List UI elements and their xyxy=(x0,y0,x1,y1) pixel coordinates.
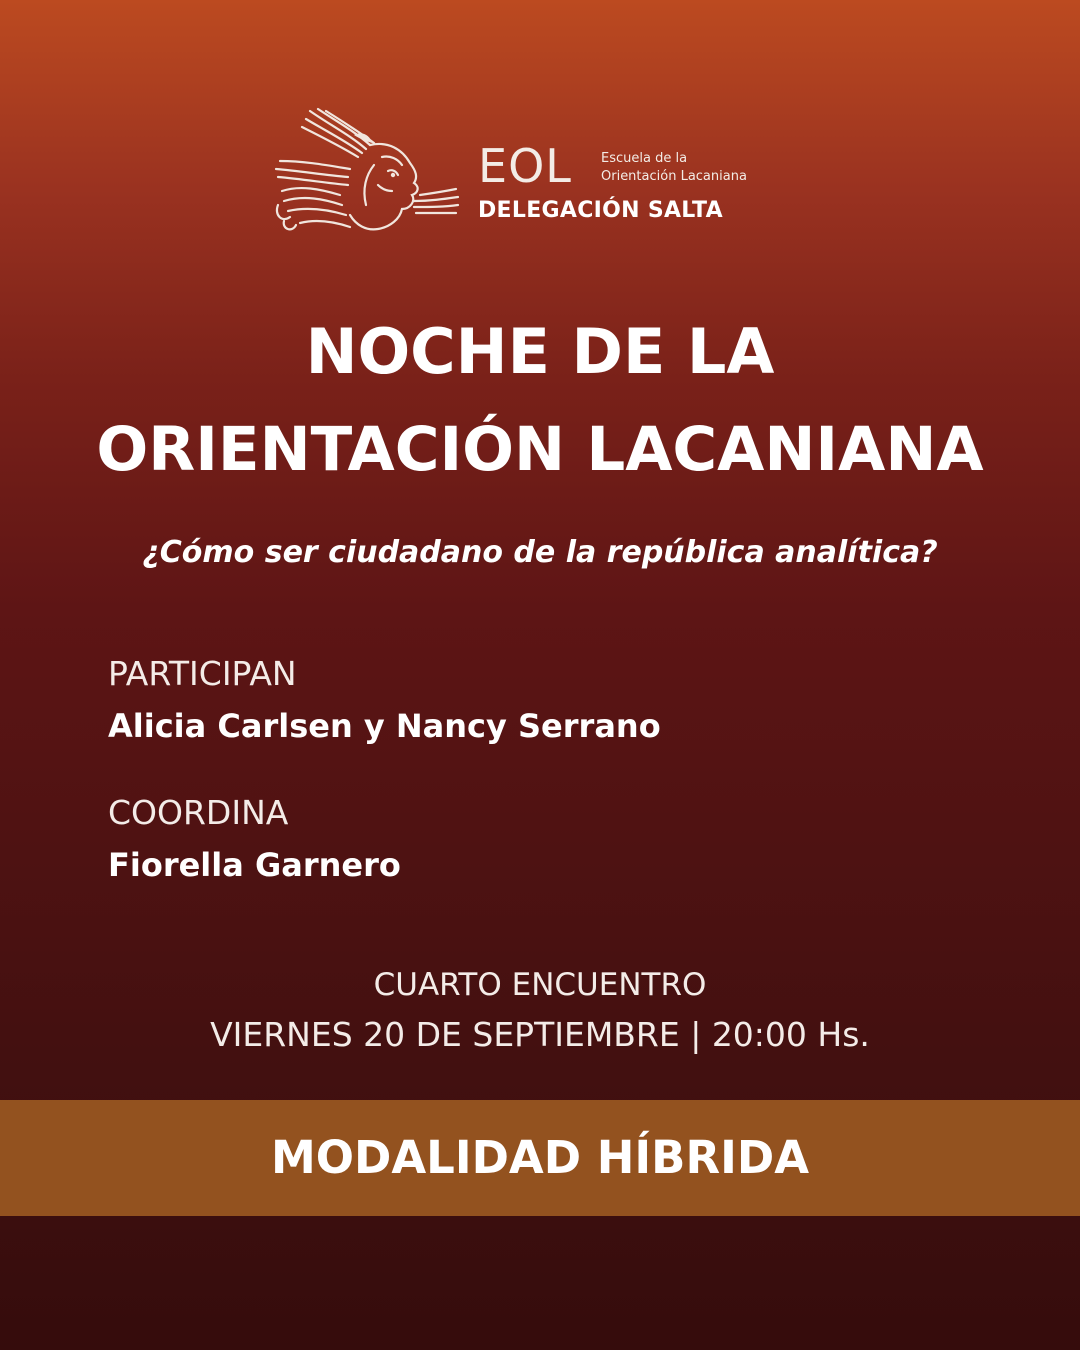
winged-head-emblem-icon xyxy=(270,105,462,245)
delegation-name: DELEGACIÓN SALTA xyxy=(478,198,723,223)
event-datetime: VIERNES 20 DE SEPTIEMBRE | 20:00 Hs. xyxy=(210,1015,870,1054)
session-label: CUARTO ENCUENTRO xyxy=(373,967,707,1003)
participants-label: PARTICIPAN xyxy=(108,654,297,693)
coordinator-label: COORDINA xyxy=(108,793,289,832)
logo-wordmark xyxy=(478,140,808,230)
logo-acronym: EOL xyxy=(478,139,572,193)
participants-names: Alicia Carlsen y Nancy Serrano xyxy=(108,707,661,745)
event-subtitle: ¿Cómo ser ciudadano de la república analítica? xyxy=(142,535,938,570)
event-title-line2: ORIENTACIÓN LACANIANA xyxy=(96,414,984,485)
event-title-line1: NOCHE DE LA xyxy=(305,315,775,388)
modality-label: MODALIDAD HÍBRIDA xyxy=(270,1131,810,1184)
logo-name-line2: Orientación Lacaniana xyxy=(601,169,747,184)
logo-name-line1: Escuela de la xyxy=(601,151,688,166)
coordinator-name: Fiorella Garnero xyxy=(108,846,401,884)
